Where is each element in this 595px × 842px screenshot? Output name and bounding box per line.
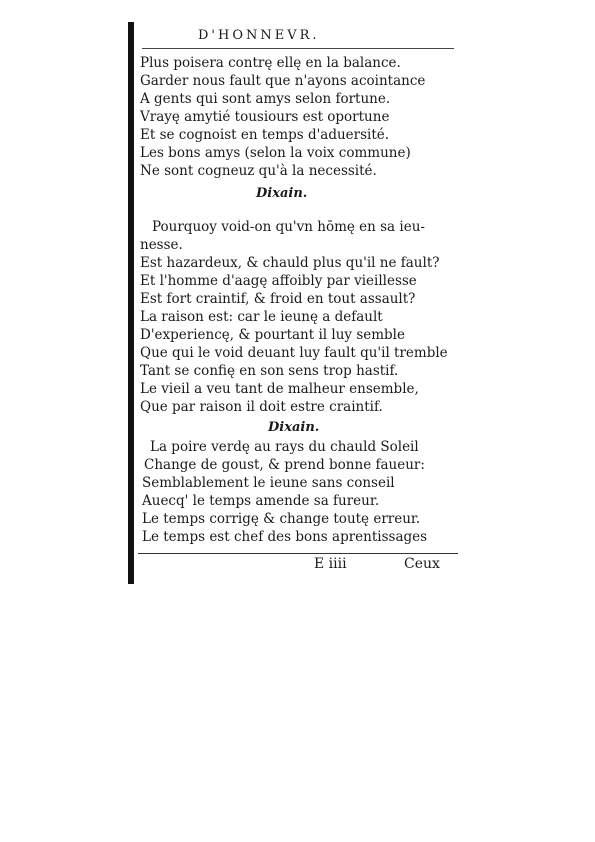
text-line: Que par raison il doit estre craintif. — [140, 399, 383, 415]
header-rule — [142, 48, 454, 49]
signature-mark: E iiii — [314, 556, 347, 572]
text-line: Semblablement le ieune sans conseil — [142, 475, 395, 491]
binding-gutter — [128, 22, 134, 584]
text-line: nesse. — [140, 237, 183, 253]
section-title: Dixain. — [268, 420, 320, 435]
text-line: Garder nous fault que n'ayons acointance — [140, 73, 426, 89]
text-line: A gents qui sont amys selon fortune. — [140, 91, 391, 107]
text-line: Le temps corrigę & change toutę erreur. — [142, 511, 421, 527]
text-line: Tant se confię en son sens trop hastif. — [140, 363, 399, 379]
text-line: D'experiencę, & pourtant il luy semble — [140, 327, 405, 343]
footer-rule — [138, 553, 458, 554]
section-title: Dixain. — [256, 186, 308, 201]
text-line: Le vieil a veu tant de malheur ensemble, — [140, 381, 419, 397]
text-line: Ne sont cogneuz qu'à la necessité. — [140, 163, 377, 179]
text-line: Change de goust, & prend bonne faueur: — [144, 457, 425, 473]
book-page — [138, 26, 460, 581]
text-line: Pourquoy void-on qu'vn hōmę en sa ieu- — [152, 219, 425, 235]
text-line: Auecq' le temps amende sa fureur. — [142, 493, 380, 509]
text-line: Et l'homme d'aagę affoibly par vieillesse — [140, 273, 417, 289]
text-line: Les bons amys (selon la voix commune) — [140, 145, 411, 161]
text-line: Plus poisera contrę ellę en la balance. — [140, 55, 401, 71]
text-line: Le temps est chef des bons aprentissages — [142, 529, 428, 545]
text-line: Et se cognoist en temps d'aduersité. — [140, 127, 390, 143]
catchword: Ceux — [404, 556, 440, 572]
text-line: Que qui le void deuant luy fault qu'il tremble — [140, 345, 448, 361]
text-line: Est fort craintif, & froid en tout assault? — [140, 291, 416, 307]
text-line: La raison est: car le ieunę a default — [140, 309, 383, 325]
text-line: La poire verdę au rays du chauld Soleil — [150, 439, 419, 455]
text-line: Est hazardeux, & chauld plus qu'il ne fault? — [140, 255, 440, 271]
running-head: D'HONNEVR. — [198, 28, 320, 43]
text-line: Vrayę amytié tousiours est oportune — [140, 109, 390, 125]
